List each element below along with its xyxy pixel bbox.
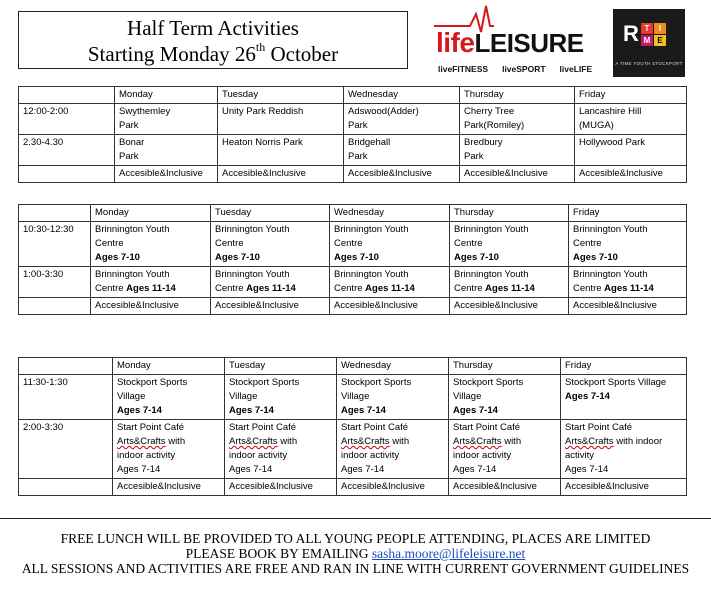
venue-cell: Brinnington Youth Centre Ages 11-14 <box>330 267 450 298</box>
access-note: Accesible&Inclusive <box>450 298 569 315</box>
logo-tagline: liveFITNESS liveSPORT liveLIFE <box>438 64 593 74</box>
venue-cell: Brinnington Youth Centre Ages 7-10 <box>569 222 687 267</box>
day-header: Thursday <box>450 205 569 222</box>
day-header: Wednesday <box>344 87 460 104</box>
venue-cell: Bredbury Park <box>460 135 575 166</box>
time-slot: 2.30-4.30 <box>19 135 115 166</box>
access-note: Accesible&Inclusive <box>225 479 337 496</box>
venue-cell: Bridgehall Park <box>344 135 460 166</box>
rtime-caption: A TIME YOUTH STOCKPORT <box>615 61 683 66</box>
venue-cell: Start Point Café Arts&Crafts with indoor activity Ages 7-14 <box>337 420 449 479</box>
venue-cell: Lancashire Hill (MUGA) <box>575 104 687 135</box>
day-header: Tuesday <box>225 358 337 375</box>
table-header-row <box>19 87 687 104</box>
time-slot: 11:30-1:30 <box>19 375 113 420</box>
time-slot: 12:00-2:00 <box>19 104 115 135</box>
table-row <box>19 222 687 267</box>
access-note: Accesible&Inclusive <box>449 479 561 496</box>
rtime-logo <box>613 9 685 77</box>
access-row <box>19 479 687 496</box>
access-note: Accesible&Inclusive <box>344 166 460 183</box>
venue-cell: Start Point Café Arts&Crafts with indoor activity Ages 7-14 <box>225 420 337 479</box>
table-row <box>19 375 687 420</box>
table-row <box>19 267 687 298</box>
table-header-row <box>19 205 687 222</box>
day-header: Monday <box>115 87 218 104</box>
page-title <box>18 11 408 69</box>
footer-line-lunch: FREE LUNCH WILL BE PROVIDED TO ALL YOUNG PEOPLE ATTENDING, PLACES ARE LIMITED <box>60 531 651 546</box>
access-note: Accesible&Inclusive <box>211 298 330 315</box>
day-header: Thursday <box>449 358 561 375</box>
venue-cell: Stockport Sports Village Ages 7-14 <box>337 375 449 420</box>
venue-cell: Adswood(Adder) Park <box>344 104 460 135</box>
venue-cell: Brinnington Youth Centre Ages 7-10 <box>330 222 450 267</box>
venue-cell: Start Point Café Arts&Crafts with indoor activity Ages 7-14 <box>113 420 225 479</box>
table-row <box>19 135 687 166</box>
venue-cell: Brinnington Youth Centre Ages 11-14 <box>569 267 687 298</box>
time-slot: 1:00-3:30 <box>19 267 91 298</box>
access-note: Accesible&Inclusive <box>115 166 218 183</box>
life-leisure-logo <box>432 4 602 78</box>
access-note: Accesible&Inclusive <box>337 479 449 496</box>
access-note: Accesible&Inclusive <box>575 166 687 183</box>
email-link[interactable]: sasha.moore@lifeleisure.net <box>371 546 526 561</box>
day-header: Wednesday <box>337 358 449 375</box>
venue-cell: Brinnington Youth Centre Ages 11-14 <box>211 267 330 298</box>
day-header: Wednesday <box>330 205 450 222</box>
access-note: Accesible&Inclusive <box>561 479 687 496</box>
venue-cell: Stockport Sports Village Ages 7-14 <box>225 375 337 420</box>
day-header: Monday <box>113 358 225 375</box>
access-note: Accesible&Inclusive <box>460 166 575 183</box>
day-header: Friday <box>575 87 687 104</box>
table-row <box>19 420 687 479</box>
venue-cell: Stockport Sports Village Ages 7-14 <box>113 375 225 420</box>
access-note: Accesible&Inclusive <box>569 298 687 315</box>
venue-cell: Stockport Sports Village Ages 7-14 <box>449 375 561 420</box>
venue-cell: Hollywood Park <box>575 135 687 166</box>
access-row <box>19 298 687 315</box>
venue-cell: Start Point Café Arts&Crafts with indoor activity Ages 7-14 <box>449 420 561 479</box>
rtime-mark: R T I M E <box>623 21 675 57</box>
title-date-suffix: th <box>255 40 266 54</box>
venue-cell: Brinnington Youth Centre Ages 11-14 <box>91 267 211 298</box>
day-header: Tuesday <box>218 87 344 104</box>
venue-cell: Brinnington Youth Centre Ages 7-10 <box>450 222 569 267</box>
venue-cell: Brinnington Youth Centre Ages 11-14 <box>450 267 569 298</box>
footer-line-booking: PLEASE BOOK BY EMAILING sasha.moore@lifeleisure.net <box>185 546 526 561</box>
venue-cell: Brinnington Youth Centre Ages 7-10 <box>211 222 330 267</box>
venue-cell: Swythemley Park <box>115 104 218 135</box>
access-note: Accesible&Inclusive <box>330 298 450 315</box>
access-note: Accesible&Inclusive <box>113 479 225 496</box>
day-header: Tuesday <box>211 205 330 222</box>
footer-line-free: ALL SESSIONS AND ACTIVITIES ARE FREE AND RAN IN LINE WITH CURRENT GOVERNMENT GUIDELINES <box>21 561 690 576</box>
access-row <box>19 166 687 183</box>
schedule-table-parks <box>18 86 687 183</box>
title-line-1: Half Term Activities <box>127 16 299 40</box>
venue-cell: Unity Park Reddish <box>218 104 344 135</box>
access-note: Accesible&Inclusive <box>91 298 211 315</box>
table-header-row <box>19 358 687 375</box>
venue-cell: Bonar Park <box>115 135 218 166</box>
venue-cell: Stockport Sports Village Ages 7-14 <box>561 375 687 420</box>
title-date: Starting Monday 26 <box>87 42 256 66</box>
venue-cell: Start Point Café Arts&Crafts with indoor activity Ages 7-14 <box>561 420 687 479</box>
footer-notice <box>0 531 711 576</box>
day-header: Friday <box>569 205 687 222</box>
day-header: Friday <box>561 358 687 375</box>
access-note: Accesible&Inclusive <box>218 166 344 183</box>
schedule-table-stockport <box>18 357 687 496</box>
venue-cell: Cherry Tree Park(Romiley) <box>460 104 575 135</box>
venue-cell: Brinnington Youth Centre Ages 7-10 <box>91 222 211 267</box>
time-slot: 2:00-3:30 <box>19 420 113 479</box>
day-header: Monday <box>91 205 211 222</box>
table-row <box>19 104 687 135</box>
title-month: October <box>265 42 339 66</box>
time-slot: 10:30-12:30 <box>19 222 91 267</box>
divider <box>0 518 711 519</box>
title-line-2 <box>19 41 407 67</box>
schedule-table-brinnington <box>18 204 687 315</box>
logo-wordmark: lifeLEISURE <box>436 27 584 58</box>
venue-cell: Heaton Norris Park <box>218 135 344 166</box>
day-header: Thursday <box>460 87 575 104</box>
